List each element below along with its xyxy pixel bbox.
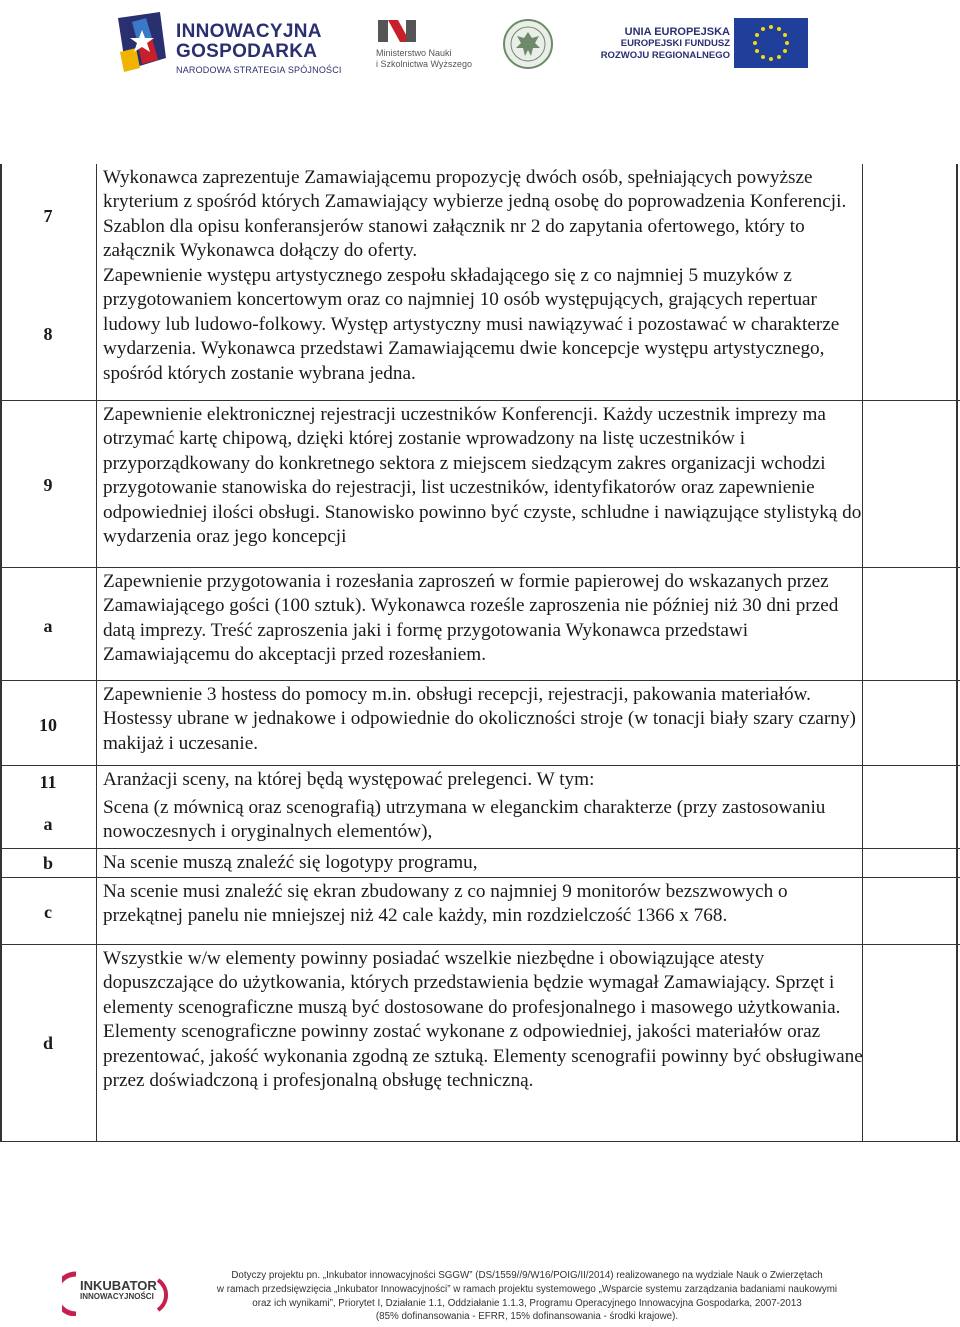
header-logos [0, 0, 960, 90]
ig-line-1: INNOWACYJNA [176, 21, 322, 42]
table-row [0, 945, 960, 1142]
row-number: 11 [39, 772, 57, 792]
row-number: 8 [43, 324, 53, 344]
footer-line-3: oraz ich wynikami”, Priorytet I, Działanie 1.1, Oddziałanie 1.1.3, Programu Operacyjnego Innowacyjna Gospodarka, 2007-2013 [252, 1297, 802, 1309]
inkubator-logo [62, 1266, 182, 1318]
ministry-line-2: i Szkolnictwa Wyższego [376, 59, 472, 69]
table-row [0, 681, 960, 766]
table-row [0, 766, 960, 849]
row-text: Zapewnienie elektronicznej rejestracji uczestników Konferencji. Każdy uczestnik imprezy ma otrzymać kartę chipową, dzięki której zostanie wprowadzony na listę uczestników i przyporządkowany do konkretnego sektora z miejscem siedzącym zakres organizacji wchodzi przygotowanie stanowiska do rejestracji, list uczestników, identyfikatorów oraz zapewnienie odpowiedniej ilości obsługi. Stanowisko powinno być czyste, schludne i nawiązujące stylistyką do wydarzenia oraz jego koncepcji [103, 404, 862, 548]
table-row [0, 878, 960, 945]
row-number: 7 [43, 206, 53, 226]
ig-line-3: NARODOWA STRATEGIA SPÓJNOŚCI [176, 65, 342, 75]
row-number: d [42, 1033, 53, 1053]
row-text: Wykonawca zaprezentuje Zamawiającemu propozycję dwóch osób, spełniających powyższe kryterium z spośród których Zamawiający wybierze jedną osobę do poprowadzenia Konferencji. Szablon dla opisu konferansjerów stanowi załącznik nr 2 do zapytania ofertowego, który to załącznik Wykonawca dołączy do oferty. [103, 167, 847, 262]
innowacyjna-gospodarka-logo [112, 8, 342, 80]
footer [0, 1260, 960, 1327]
row-text: Wszystkie w/w elementy powinny posiadać wszelkie niezbędne i obowiązujące atesty dopuszczające do użytkowania, których przedstawienia będzie wymagał Zamawiający. Sprzęt i elementy scenograficzne muszą być dostosowane do profesjonalnego i masowego użytkowania. Elementy scenograficzne powinny zostać wykonane z odpowiedniej, jakości materiałów oraz prezentować, jakość wykonania zgodną ze sztuką. Elementy scenografii powinny być obsługiwane przez doświadczoną i profesjonalną obsługę techniczną. [103, 948, 863, 1092]
table-row [0, 401, 960, 568]
row-text: Na scenie musi znaleźć się ekran zbudowany z co najmniej 9 monitorów bezszwowych o przekątnej panelu nie mniejszej niż 42 cale każdy, min rozdzielczość 1366 x 768. [103, 881, 788, 927]
footer-line-1: Dotyczy projektu pn. „Inkubator innowacyjności SGGW” (DS/1559//9/W16/POIG/II/2014) realizowanego na wydziale Nauk o Zwierzętach [231, 1270, 823, 1281]
eu-line-3: ROZWOJU REGIONALNEGO [600, 50, 730, 61]
row-text: Na scenie muszą znaleźć się logotypy programu, [103, 852, 478, 873]
row-number: a [43, 616, 53, 636]
table-row [0, 164, 960, 401]
row-text: Aranżacji sceny, na której będą występować prelegenci. W tym: [103, 769, 595, 790]
row-text: Zapewnienie 3 hostess do pomocy m.in. obsługi recepcji, rejestracji, pakowania materiałów. Hostessy ubrane w jednakowe i odpowiednie do okoliczności stroje (w tonacji biały szary czarny) makijaż i uczesanie. [103, 684, 856, 754]
row-number: 9 [43, 475, 53, 495]
row-number: b [42, 853, 53, 873]
eu-fund-logo [598, 18, 808, 70]
row-number: c [44, 902, 52, 922]
row-number: a [43, 814, 53, 834]
footer-project-note [192, 1269, 862, 1324]
ministry-line-1: Ministerstwo Nauki [376, 48, 452, 58]
row-text: Scena (z mównicą oraz scenografią) utrzymana w eleganckim charakterze (przy zastosowaniu nowoczesnych i oryginalnych elementów), [103, 797, 826, 843]
eagle-seal-icon [502, 18, 554, 70]
table-row [0, 568, 960, 681]
eu-line-2: EUROPEJSKI FUNDUSZ [620, 38, 730, 49]
ministry-logo [376, 18, 486, 78]
row-text: Zapewnienie przygotowania i rozesłania zaproszeń w formie papierowej do wskazanych przez Zamawiającego gości (100 sztuk). Wykonawca roześle zaproszenia nie później niż 30 dni przed datą imprezy. Treść zaproszenia jaki i formę przygotowania Wykonawca przedstawi Zamawiającemu do akceptacji przed rozesłaniem. [103, 571, 839, 666]
ministry-n-icon [376, 18, 420, 44]
eu-flag-icon [734, 18, 808, 68]
footer-line-4: (85% dofinansowania - EFRR, 15% dofinansowania - środki krajowe). [375, 1311, 679, 1323]
eu-line-1: UNIA EUROPEJSKA [624, 26, 730, 38]
footer-line-2: w ramach przedsięwzięcia „Inkubator Innowacyjności” w ramach projektu systemowego „Wsparcie systemu zarządzania badaniami naukowymi [216, 1283, 838, 1295]
eagle-seal-logo [502, 18, 554, 70]
ig-line-2: GOSPODARKA [176, 41, 318, 62]
table-row [0, 849, 960, 878]
row-number: 10 [39, 715, 57, 735]
inkubator-line-2: INNOWACYJNOŚCI [80, 1292, 154, 1301]
ig-star-icon [112, 8, 172, 80]
row-text: Zapewnienie występu artystycznego zespołu składającego się z co najmniej 5 muzyków z przygotowaniem koncertowym oraz co najmniej 10 osób występujących, grających repertuar ludowy lub ludowo-folkowy. Występ artystyczny musi nawiązywać i pozostawać w charakterze wydarzenia. Wykonawca przedstawi Zamawiającemu dwie koncepcje występu artystycznego, spośród których zostanie wybrana jedna. [103, 265, 840, 384]
inkubator-line-1: INKUBATOR [80, 1278, 157, 1293]
